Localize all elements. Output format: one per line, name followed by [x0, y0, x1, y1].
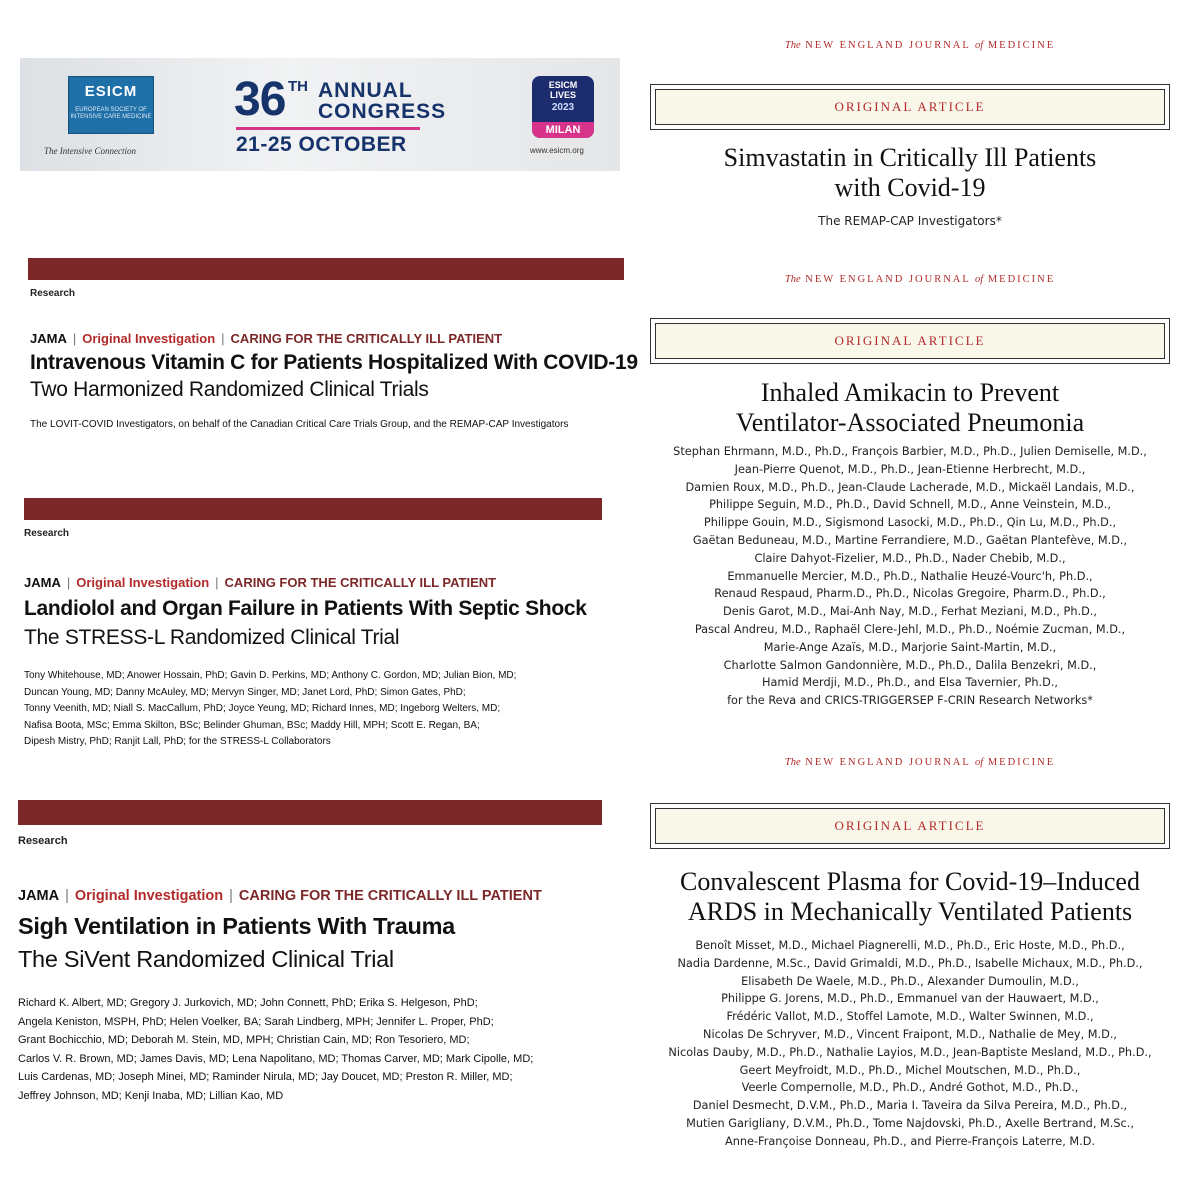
esicm-congress-banner — [20, 58, 620, 171]
esicm-logo-text: ESICM — [84, 83, 138, 100]
journal-name: JAMA — [24, 575, 61, 590]
esicm-tagline: The Intensive Connection — [44, 146, 136, 156]
article-kicker: JAMA | Original Investigation | CARING FOR THE CRITICALLY ILL PATIENT — [30, 331, 503, 346]
nejm-masthead: The NEW ENGLAND JOURNAL of MEDICINE — [784, 757, 1056, 768]
article-investigators: The REMAP-CAP Investigators* — [818, 214, 1002, 228]
author-line: Angela Keniston, MSPH, PhD; Helen Voelker, BA; Sarah Lindberg, MPH; Jennifer L. Proper, PhD; — [18, 1015, 494, 1028]
author-line: Benoît Misset, M.D., Michael Piagnerelli, M.D., Ph.D., Eric Hoste, M.D., Ph.D., — [695, 939, 1125, 952]
article-series: CARING FOR THE CRITICALLY ILL PATIENT — [230, 331, 503, 346]
author-line: Dipesh Mistry, PhD; Ranjit Lall, PhD; for the STRESS-L Collaborators — [24, 736, 331, 748]
author-line: Damien Roux, M.D., Ph.D., Jean-Claude Lacherade, M.D., Mickaël Landais, M.D., — [685, 480, 1135, 494]
congress-number: 36 — [234, 73, 286, 126]
lives-line-esicm: ESICM — [548, 80, 578, 90]
author-line: Claire Dahyot-Fizelier, M.D., Ph.D., Nader Chebib, M.D., — [754, 551, 1066, 565]
author-line: Jean-Pierre Quenot, M.D., Ph.D., Jean-Etienne Herbrecht, M.D., — [734, 462, 1086, 476]
article-type-box — [650, 84, 1170, 130]
article-type-label: ORIGINAL ARTICLE — [655, 89, 1165, 125]
congress-word-annual: ANNUAL — [318, 79, 413, 102]
esicm-logo — [68, 76, 154, 134]
esicm-lives-badge — [532, 76, 594, 138]
journal-name: JAMA — [18, 888, 60, 904]
author-line: Grant Bochicchio, MD; Deborah M. Stein, MD, MPH; Christian Cain, MD; Ron Tesoriero, MD; — [18, 1034, 470, 1046]
author-line: Philippe Seguin, M.D., Ph.D., David Schnell, M.D., Anne Veinstein, M.D., — [709, 498, 1111, 512]
author-line: Pascal Andreu, M.D., Raphaël Clere-Jehl, M.D., Ph.D., Noémie Zucman, M.D., — [694, 622, 1126, 636]
author-line: Emmanuelle Mercier, M.D., Ph.D., Nathalie Heuzé-Vourc'h, Ph.D., — [727, 569, 1093, 583]
author-line: Nafisa Boota, MSc; Emma Skilton, BSc; Belinder Ghuman, BSc; Maddy Hill, MPH; Scott E. Regan, BA; — [24, 719, 480, 731]
author-line: Jeffrey Johnson, MD; Kenji Inaba, MD; Lillian Kao, MD — [18, 1089, 284, 1102]
author-line: Tony Whitehouse, MD; Anower Hossain, PhD; Gavin D. Perkins, MD; Anthony C. Gordon, MD; Julian Bion, MD; — [24, 670, 517, 681]
author-line: Renaud Respaud, Pharm.D., Ph.D., Nicolas Gregoire, Pharm.D., Ph.D., — [714, 587, 1106, 601]
author-line: Nicolas Dauby, M.D., Ph.D., Nathalie Layios, M.D., Jean-Baptiste Mesland, M.D., Ph.D., — [668, 1045, 1152, 1059]
congress-number-suffix: TH — [288, 78, 308, 95]
article-authors — [24, 668, 516, 751]
article-type: Original Investigation — [76, 575, 210, 590]
jama-header-bar — [24, 498, 602, 520]
author-line: Carlos V. R. Brown, MD; James Davis, MD; Lena Napolitano, MD; Thomas Carver, MD; Mark Cipolle, MD; — [18, 1052, 534, 1065]
article-authors — [630, 937, 1190, 1151]
article-kicker: JAMA | Original Investigation | CARING FOR THE CRITICALLY ILL PATIENT — [24, 575, 497, 590]
article-title: Intravenous Vitamin C for Patients Hospitalized With COVID-19 — [30, 351, 638, 374]
author-line: Charlotte Salmon Gandonnière, M.D., Ph.D., Dalila Benzekri, M.D., — [723, 658, 1097, 672]
title-line: Convalescent Plasma for Covid-19–Induced — [680, 867, 1140, 896]
congress-word-congress: CONGRESS — [318, 100, 447, 123]
article-authors — [18, 994, 533, 1105]
article-title: Sigh Ventilation in Patients With Trauma — [18, 913, 455, 939]
author-line: Duncan Young, MD; Danny McAuley, MD; Mervyn Singer, MD; Janet Lord, PhD; Simon Gates, PhD; — [24, 686, 466, 698]
article-series: CARING FOR THE CRITICALLY ILL PATIENT — [224, 575, 497, 590]
author-line: Geert Meyfroidt, M.D., Ph.D., Michel Moutschen, M.D., Ph.D., — [739, 1063, 1081, 1077]
author-line: Denis Garot, M.D., Mai-Anh Nay, M.D., Ferhat Meziani, M.D., Ph.D., — [723, 605, 1097, 619]
author-line: Tonny Veenith, MD; Niall S. MacCallum, PhD; Joyce Yeung, MD; Richard Innes, MD; Ingeborg Welters, MD; — [24, 703, 501, 715]
article-series: CARING FOR THE CRITICALLY ILL PATIENT — [238, 888, 542, 904]
article-type-box — [650, 803, 1170, 849]
jama-header-bar — [28, 258, 624, 280]
title-line: ARDS in Mechanically Ventilated Patients — [687, 897, 1133, 926]
jama-header-bar — [18, 800, 602, 825]
article-type: Original Investigation — [74, 888, 224, 904]
section-label: Research — [24, 528, 70, 539]
title-line: Ventilator-Associated Pneumonia — [735, 408, 1085, 437]
author-line: Frédéric Vallot, M.D., Stoffel Lamote, M.D., Walter Swinnen, M.D., — [726, 1010, 1094, 1024]
author-line: Philippe Gouin, M.D., Sigismond Lasocki, M.D., Ph.D., Qin Lu, M.D., Ph.D., — [703, 516, 1117, 530]
author-line: Stephan Ehrmann, M.D., Ph.D., François Barbier, M.D., Ph.D., Julien Demiselle, M.D., — [673, 445, 1147, 458]
article-subtitle: The STRESS-L Randomized Clinical Trial — [24, 626, 400, 649]
author-line: Marie-Ange Azaïs, M.D., Marjorie Saint-Martin, M.D., — [763, 640, 1057, 654]
article-title — [640, 143, 1180, 203]
article-kicker: JAMA | Original Investigation | CARING FOR THE CRITICALLY ILL PATIENT — [18, 888, 542, 904]
author-line: Hamid Merdji, M.D., Ph.D., and Elsa Tavernier, Ph.D., — [761, 676, 1058, 690]
author-line: Mutien Garigliany, D.V.M., Ph.D., Tome Najdovski, Ph.D., Axelle Bertrand, M.Sc., — [686, 1116, 1134, 1130]
lives-city: MILAN — [532, 122, 594, 138]
article-authors — [30, 417, 568, 434]
author-line: Anne-Françoise Donneau, Ph.D., and Pierre-François Laterre, M.D. — [724, 1134, 1096, 1148]
author-line: Veerle Compernolle, M.D., Ph.D., André Gothot, M.D., Ph.D., — [741, 1081, 1079, 1095]
nejm-masthead: The NEW ENGLAND JOURNAL of MEDICINE — [784, 40, 1056, 51]
article-type-label: ORIGINAL ARTICLE — [655, 323, 1165, 359]
congress-dates: 21-25 OCTOBER — [236, 133, 407, 156]
section-label: Research — [18, 835, 68, 847]
esicm-url: www.esicm.org — [530, 146, 584, 155]
section-label: Research — [30, 288, 76, 299]
congress-divider — [236, 127, 420, 130]
author-line: for the Reva and CRICS-TRIGGERSEP F-CRIN Research Networks* — [727, 694, 1093, 708]
lives-line-lives: LIVES — [549, 90, 576, 100]
author-line: Richard K. Albert, MD; Gregory J. Jurkovich, MD; John Connett, PhD; Erika S. Helgeson, PhD; — [18, 997, 478, 1009]
author-line: Daniel Desmecht, D.V.M., Ph.D., Maria I. Taveira da Silva Pereira, M.D., Ph.D., — [692, 1099, 1128, 1113]
author-line: The LOVIT-COVID Investigators, on behalf of the Canadian Critical Care Trials Group, and the REMAP-CAP Investigators — [30, 419, 569, 430]
article-type-box — [650, 318, 1170, 364]
article-type: Original Investigation — [82, 331, 216, 346]
title-line: with Covid-19 — [834, 173, 986, 202]
article-subtitle: Two Harmonized Randomized Clinical Trials — [30, 378, 429, 401]
article-authors — [630, 443, 1190, 710]
journal-name: JAMA — [30, 331, 67, 346]
title-line: Inhaled Amikacin to Prevent — [760, 378, 1060, 407]
title-line: Simvastatin in Critically Ill Patients — [723, 143, 1097, 172]
lives-year: 2023 — [551, 102, 575, 113]
article-title: Landiolol and Organ Failure in Patients With Septic Shock — [24, 597, 587, 620]
article-subtitle: The SiVent Randomized Clinical Trial — [18, 946, 394, 972]
article-title — [640, 378, 1180, 438]
author-line: Gaëtan Beduneau, M.D., Martine Ferrandiere, M.D., Gaëtan Plantefève, M.D., — [692, 533, 1128, 547]
esicm-logo-subtitle: EUROPEAN SOCIETY OF INTENSIVE CARE MEDICINE — [70, 107, 152, 120]
author-line: Philippe G. Jorens, M.D., Ph.D., Emmanuel van der Hauwaert, M.D., — [721, 992, 1099, 1006]
article-title — [640, 867, 1180, 927]
article-type-label: ORIGINAL ARTICLE — [655, 808, 1165, 844]
author-line: Nadia Dardenne, M.Sc., David Grimaldi, M.D., Ph.D., Isabelle Michaux, M.D., Ph.D., — [677, 956, 1143, 970]
author-line: Luis Cardenas, MD; Joseph Minei, MD; Raminder Nirula, MD; Jay Doucet, MD; Preston R. Miller, MD; — [18, 1071, 513, 1083]
author-line: Nicolas De Schryver, M.D., Vincent Fraipont, M.D., Nathalie de Mey, M.D., — [703, 1027, 1117, 1041]
nejm-masthead: The NEW ENGLAND JOURNAL of MEDICINE — [784, 274, 1056, 285]
author-line: Elisabeth De Waele, M.D., Ph.D., Alexander Dumoulin, M.D., — [741, 974, 1079, 988]
